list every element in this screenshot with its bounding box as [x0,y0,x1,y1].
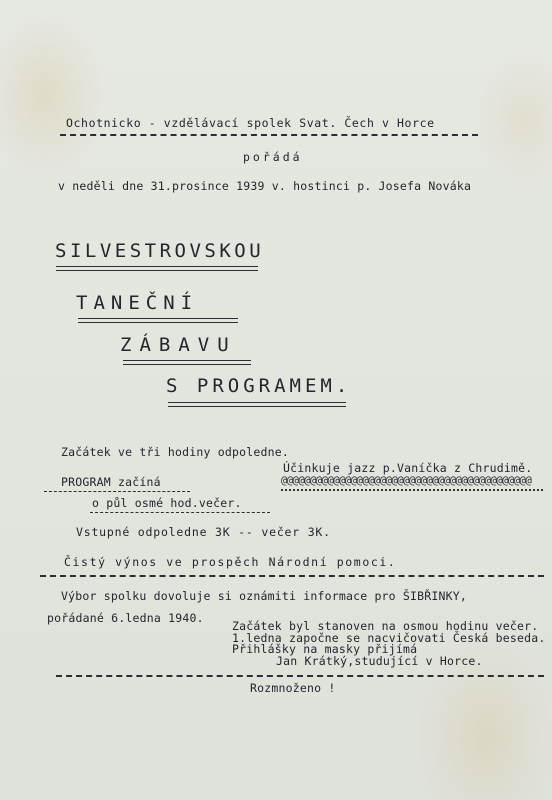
mid-divider [40,575,544,577]
program-time-text: o půl osmé hod.večer. [92,496,242,510]
copied-text: Rozmnoženo ! [250,681,336,695]
header-divider [60,134,478,136]
band-underline: @@@@@@@@@@@@@@@@@@@@@@@@@@@@@@@@@@@@@@@@@@@ [281,476,532,486]
title-underline-1 [56,266,258,271]
notice-note-2: 1.ledna započne se nacvičovati Česká beseda. [232,631,546,645]
title-underline-4 [168,402,346,407]
notice-note-1: Začátek byl stanoven na osmou hodinu večer. [232,619,539,633]
band-text: Účinkuje jazz p.Vaníčka z Chrudimě. [283,461,533,475]
notice-note-4: Jan Krátký,studující v Horce. [276,654,483,668]
program-divider [44,491,190,492]
date-place-line: v neděli dne 31.prosince 1939 v. hostinci p. Josefa Nováka [58,179,472,193]
band-underline-2 [281,489,543,491]
proceeds-text: Čistý výnos ve prospěch Národní pomoci. [64,555,397,569]
notice-note-3: Přihlášky na masky přijímá [232,642,418,656]
title-line-4: S PROGRAMEM. [166,375,352,397]
organizer-line: Ochotnicko - vzdělávací spolek Svat. Čech v Horce [66,116,435,130]
title-underline-3 [123,360,251,365]
program-starts-text: PROGRAM začíná [61,475,161,489]
presents-text: pořádá [243,150,303,164]
admission-text: Vstupné odpoledne 3K -- večer 3K. [76,525,331,539]
bottom-divider [56,675,544,677]
title-underline-2 [78,318,238,323]
start-time-text: Začátek ve tři hodiny odpoledne. [61,445,289,459]
title-line-1: SILVESTROVSKOU [55,240,265,262]
notice-line-2: pořádané 6.ledna 1940. [47,611,204,625]
program-time-underline [90,512,270,513]
title-line-2: TANEČNÍ [76,292,199,314]
title-line-3: ZÁBAVU [120,334,237,356]
notice-line-1: Výbor spolku dovoluje si oznámiti informace pro ŠIBŘINKY, [61,589,468,603]
